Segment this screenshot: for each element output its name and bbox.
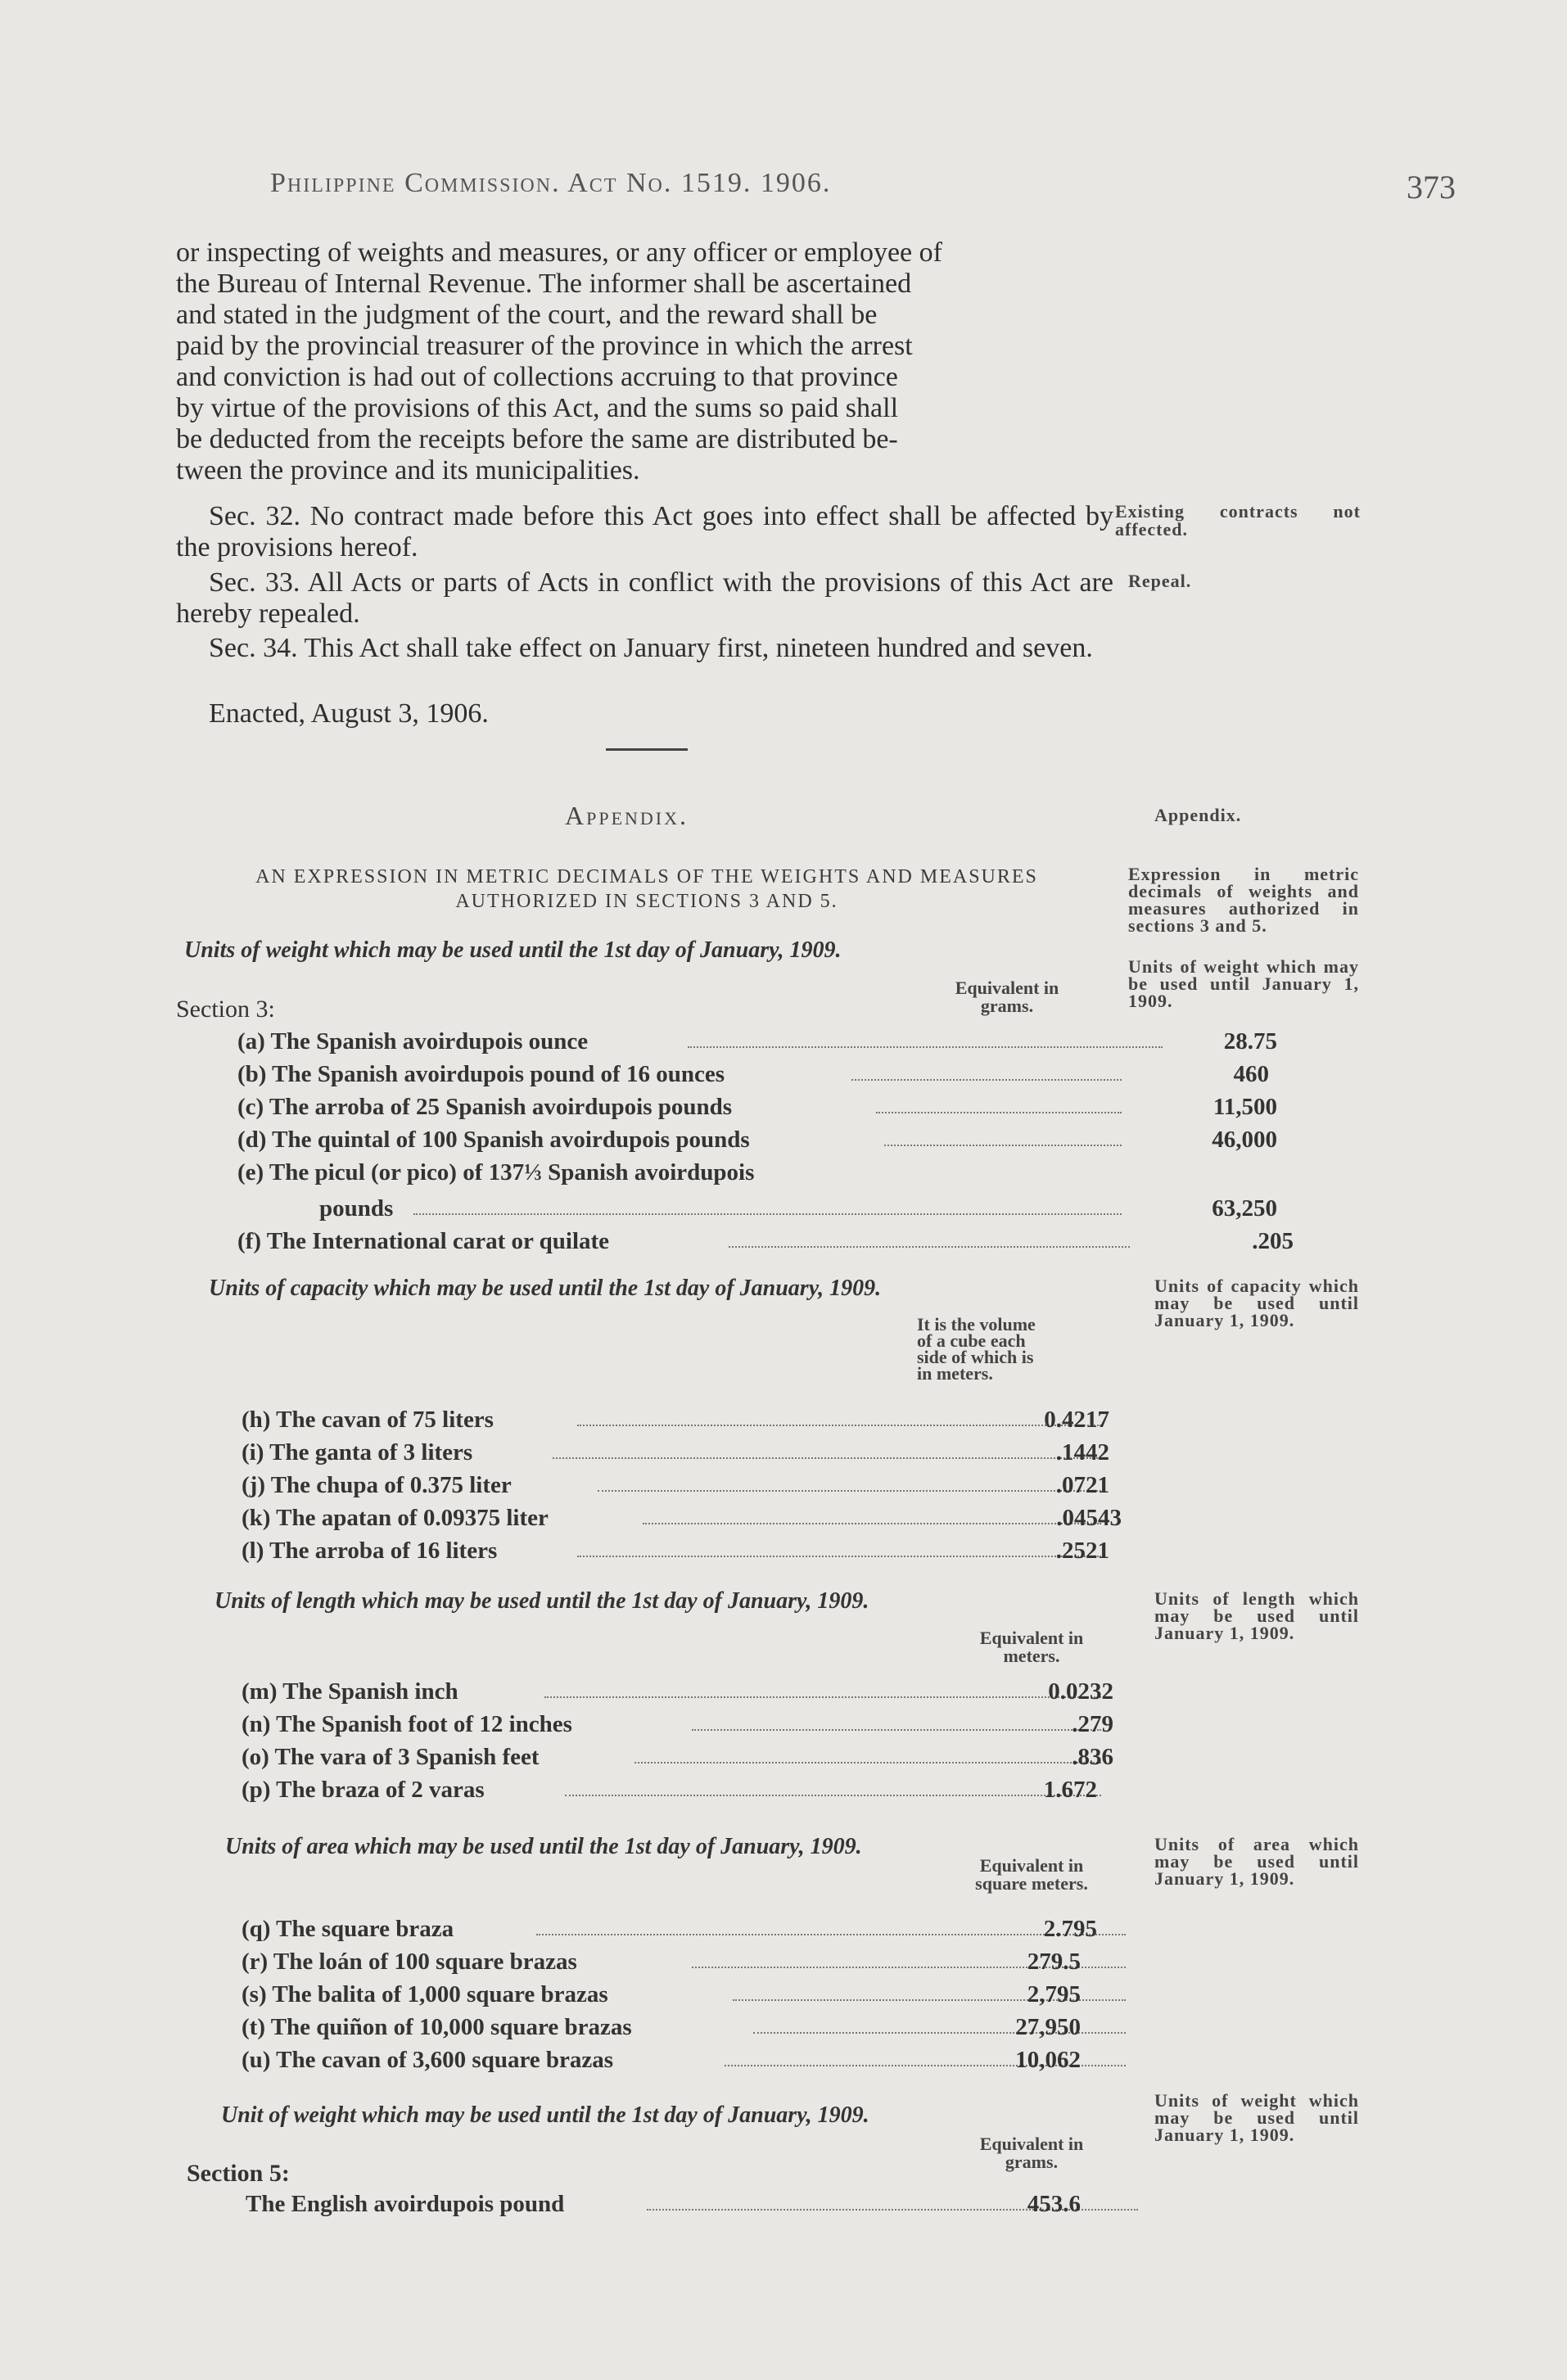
- appendix-title: Appendix.: [565, 801, 689, 830]
- length-units-heading: Units of length which may be used until the 1st day of January, 1909.: [215, 1588, 869, 1614]
- margin-note-area: Units of area which may be used until January 1, 1909.: [1154, 1834, 1359, 1889]
- item-label: (f) The International carat or quilate: [237, 1228, 610, 1254]
- item-value: .04543: [1056, 1505, 1122, 1531]
- capacity-item-k: [242, 1505, 1122, 1536]
- item-value: 63,250: [1212, 1195, 1277, 1222]
- item-value: 27,950: [1015, 2014, 1081, 2040]
- item-label: (j) The chupa of 0.375 liter: [242, 1472, 512, 1498]
- item-label: (a) The Spanish avoirdupois ounce: [237, 1028, 589, 1055]
- capacity-item-j: [242, 1472, 1118, 1503]
- text-line: paid by the provincial treasurer of the province in which the arrest: [176, 331, 913, 361]
- margin-note-capacity: Units of capacity which may be used until January 1, 1909.: [1154, 1276, 1359, 1330]
- text-line: tween the province and its municipalities.: [176, 455, 640, 485]
- column-heading-line: meters.: [1003, 1646, 1060, 1666]
- section-32: [176, 501, 1113, 563]
- item-value: 460: [1233, 1061, 1269, 1087]
- area-item-u: [242, 2047, 1118, 2078]
- weight2-column-heading: [942, 2135, 1122, 2171]
- column-heading-line: square meters.: [975, 1873, 1088, 1894]
- appendix-heading-line1: AN EXPRESSION IN METRIC DECIMALS OF THE WEIGHTS AND MEASURES: [255, 866, 1038, 887]
- capacity-item-h: [242, 1407, 1118, 1438]
- item-value: 0.0232: [1048, 1678, 1113, 1705]
- column-heading-line: Equivalent in: [979, 2134, 1084, 2154]
- item-value: .836: [1072, 1744, 1113, 1770]
- margin-note-repeal: Repeal.: [1128, 571, 1192, 591]
- item-value: 28.75: [1223, 1028, 1277, 1055]
- item-label: (c) The arroba of 25 Spanish avoirdupois pounds: [237, 1094, 733, 1120]
- area-item-t: [242, 2014, 1118, 2045]
- weight2-units-heading: Unit of weight which may be used until the 1st day of January, 1909.: [221, 2102, 869, 2128]
- margin-note-weight-1: Units of weight which may be used until January 1, 1909.: [1128, 956, 1359, 1011]
- item-label: (s) The balita of 1,000 square brazas: [242, 1981, 608, 2007]
- item-label: (t) The quiñon of 10,000 square brazas: [242, 2014, 632, 2040]
- value-text: 0.4217: [1044, 1407, 1109, 1433]
- item-value: .205: [1252, 1228, 1294, 1254]
- text-line: or inspecting of weights and measures, or any officer or employee of: [176, 237, 942, 268]
- length-item-p: [242, 1777, 1118, 1808]
- item-label: (b) The Spanish avoirdupois pound of 16 ounces: [237, 1061, 725, 1087]
- column-heading-line: Equivalent in: [979, 1628, 1084, 1648]
- text-line: by virtue of the provisions of this Act, and the sums so paid shall: [176, 393, 899, 423]
- item-value: 453.6: [1027, 2191, 1081, 2217]
- enacted-text: Enacted, August 3, 1906.: [209, 698, 489, 729]
- length-item-n: [242, 1711, 1118, 1742]
- appendix-heading-line2: AUTHORIZED IN SECTIONS 3 AND 5.: [455, 891, 838, 912]
- text-line: and conviction is had out of collections accruing to that province: [176, 362, 898, 392]
- weight2-item-pound: [246, 2191, 1122, 2222]
- item-value: 11,500: [1213, 1094, 1277, 1120]
- item-value: .2521: [1055, 1538, 1109, 1564]
- weight-item-a: [237, 1028, 1277, 1059]
- section-3-label: Section 3:: [176, 996, 275, 1023]
- column-heading-line: grams.: [980, 996, 1034, 1016]
- weight-item-c: [237, 1094, 1277, 1125]
- item-label: (p) The braza of 2 varas: [242, 1777, 485, 1803]
- section-5-label: Section 5:: [187, 2160, 290, 2187]
- column-heading-line: Equivalent in: [979, 1855, 1084, 1876]
- item-label: (k) The apatan of 0.09375 liter: [242, 1505, 549, 1531]
- section-33-text: Sec. 33. All Acts or parts of Acts in conflict with the provisions of this Act are hereby repealed.: [176, 567, 1113, 629]
- capacity-column-heading: [917, 1316, 1122, 1382]
- text-line: and stated in the judgment of the court, and the reward shall be: [176, 300, 878, 330]
- length-item-o: [242, 1744, 1118, 1775]
- item-label: (m) The Spanish inch: [242, 1678, 458, 1705]
- capacity-units-heading: Units of capacity which may be used until the 1st day of January, 1909.: [209, 1276, 882, 1301]
- section-34-text: Sec. 34. This Act shall take effect on January first, nineteen hundred and seven.: [209, 633, 1093, 663]
- area-item-r: [242, 1949, 1118, 1980]
- item-label: (l) The arroba of 16 liters: [242, 1538, 498, 1564]
- item-label: The English avoirdupois pound: [246, 2191, 565, 2217]
- item-label: (q) The square braza: [242, 1916, 454, 1942]
- item-value: 10,062: [1015, 2047, 1081, 2073]
- column-heading-line: It is the volume: [917, 1314, 1036, 1335]
- paragraph-informer-reward: [176, 237, 1113, 486]
- margin-note-length: Units of length which may be used until January 1, 1909.: [1154, 1588, 1359, 1643]
- item-value: 46,000: [1212, 1127, 1277, 1153]
- capacity-item-l: [242, 1538, 1118, 1569]
- header-title: Philippine Commission. Act No. 1519. 1906.: [270, 168, 832, 198]
- weight-column-heading: [925, 979, 1089, 1015]
- area-units-heading: Units of area which may be used until the 1st day of January, 1909.: [225, 1834, 862, 1859]
- weight-item-b: [237, 1061, 1269, 1092]
- item-value: 1.672: [1043, 1777, 1097, 1803]
- column-heading-line: Equivalent in: [955, 978, 1059, 998]
- weight-item-e: [237, 1159, 1113, 1190]
- area-column-heading: [942, 1857, 1122, 1893]
- enacted: [176, 698, 1113, 729]
- item-value: 279.5: [1027, 1949, 1081, 1975]
- text-line: be deducted from the receipts before the same are distributed be-: [176, 424, 898, 454]
- section-34: [176, 633, 1113, 664]
- area-item-q: [242, 1916, 1118, 1947]
- item-label: (u) The cavan of 3,600 square brazas: [242, 2047, 614, 2073]
- column-heading-line: side of which is: [917, 1347, 1034, 1367]
- weight-units-heading: Units of weight which may be used until the 1st day of January, 1909.: [184, 937, 842, 963]
- item-value: 2,795: [1027, 1981, 1081, 2007]
- length-item-m: [242, 1678, 1118, 1709]
- item-label: (i) The ganta of 3 liters: [242, 1439, 473, 1465]
- margin-note-existing-contracts: Existing contracts not affected.: [1115, 501, 1361, 540]
- area-item-s: [242, 1981, 1118, 2012]
- item-value: .1442: [1055, 1439, 1109, 1465]
- running-header: [0, 168, 1567, 209]
- weight-item-d: [237, 1127, 1277, 1158]
- item-label: (r) The loán of 100 square brazas: [242, 1949, 577, 1975]
- divider-rule: [606, 748, 688, 751]
- column-heading-line: grams.: [1005, 2152, 1059, 2172]
- section-33: [176, 567, 1113, 630]
- item-label: (o) The vara of 3 Spanish feet: [242, 1744, 540, 1770]
- page-number: 373: [1407, 169, 1456, 205]
- length-column-heading: [950, 1629, 1113, 1665]
- item-label: (d) The quintal of 100 Spanish avoirdupois pounds: [237, 1127, 750, 1153]
- item-label: (h) The cavan of 75 liters: [242, 1407, 494, 1433]
- margin-note-expression: Expression in metric decimals of weights and measures authorized in sections 3 and 5.: [1128, 864, 1359, 936]
- weight-item-f: [237, 1228, 1294, 1259]
- item-value: .279: [1072, 1711, 1113, 1737]
- margin-note-appendix: Appendix.: [1154, 805, 1242, 825]
- item-label: (n) The Spanish foot of 12 inches: [242, 1711, 572, 1737]
- item-value: 2.795: [1043, 1916, 1097, 1942]
- item-label: (e) The picul (or pico) of 137⅓ Spanish avoirdupois: [237, 1159, 755, 1185]
- item-value: .0721: [1055, 1472, 1109, 1498]
- text-line: the Bureau of Internal Revenue. The informer shall be ascertained: [176, 269, 912, 299]
- item-label: pounds: [319, 1195, 394, 1222]
- section-32-text: Sec. 32. No contract made before this Act goes into effect shall be affected by the provisions hereof.: [176, 501, 1113, 562]
- column-heading-line: of a cube each: [917, 1330, 1026, 1351]
- capacity-item-i: [242, 1439, 1118, 1470]
- margin-note-weight-2: Units of weight which may be used until January 1, 1909.: [1154, 2090, 1359, 2145]
- item-value: [242, 1407, 1109, 1434]
- weight-item-e-cont: [319, 1195, 1277, 1226]
- column-heading-line: in meters.: [917, 1363, 993, 1384]
